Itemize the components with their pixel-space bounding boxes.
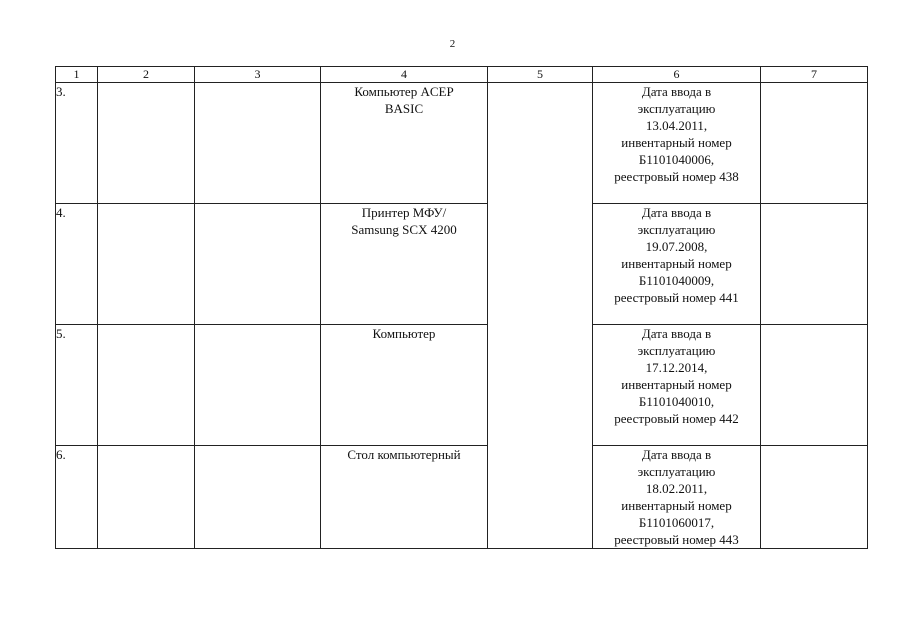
info-line: Дата ввода в	[641, 326, 712, 341]
cell-col7	[761, 446, 868, 549]
cell-col3	[195, 204, 321, 325]
info-line: реестровый номер 443	[614, 532, 739, 547]
item-name-line: Компьютер ACEP	[354, 84, 454, 99]
info-line: Б1101040010,	[638, 394, 715, 409]
row-number: 6.	[56, 446, 98, 549]
page-number: 2	[449, 38, 456, 50]
property-table	[55, 66, 868, 549]
column-header: 7	[761, 67, 868, 83]
info-line: Дата ввода в	[641, 84, 712, 99]
info-line: Б1101040009,	[638, 273, 715, 288]
cell-col7	[761, 325, 868, 446]
info-line: инвентарный номер	[621, 256, 732, 271]
info-line: 17.12.2014,	[645, 360, 708, 375]
info-line: эксплуатацию	[637, 464, 716, 479]
info-line: эксплуатацию	[637, 222, 716, 237]
row-number: 4.	[56, 204, 98, 325]
table-row	[56, 446, 868, 549]
info-line: реестровый номер 438	[614, 169, 739, 184]
table-row	[56, 83, 868, 204]
info-line: эксплуатацию	[637, 101, 716, 116]
item-name	[321, 83, 488, 204]
item-name-line: BASIC	[384, 101, 424, 116]
item-name	[321, 325, 488, 446]
cell-col3	[195, 325, 321, 446]
cell-col7	[761, 83, 868, 204]
info-line: 18.02.2011,	[645, 481, 708, 496]
info-line: реестровый номер 442	[614, 411, 739, 426]
column-header: 1	[56, 67, 98, 83]
item-name-line: Samsung SCX 4200	[351, 222, 457, 237]
row-number: 3.	[56, 83, 98, 204]
info-line: инвентарный номер	[621, 135, 732, 150]
column-header: 4	[321, 67, 488, 83]
item-info	[593, 446, 761, 549]
item-name-line: Стол компьютерный	[347, 447, 461, 462]
column-header: 2	[98, 67, 195, 83]
item-name-line: Принтер МФУ/	[361, 205, 447, 220]
item-name-line: Компьютер	[372, 326, 436, 341]
info-line: реестровый номер 441	[614, 290, 739, 305]
info-line: Б1101060017,	[638, 515, 715, 530]
info-line: Б1101040006,	[638, 152, 715, 167]
cell-col2	[98, 446, 195, 549]
table-row	[56, 325, 868, 446]
info-line: 19.07.2008,	[645, 239, 708, 254]
item-name	[321, 446, 488, 549]
info-line: Дата ввода в	[641, 447, 712, 462]
header-row	[56, 67, 868, 83]
info-line: эксплуатацию	[637, 343, 716, 358]
column-header: 5	[488, 67, 593, 83]
item-info	[593, 83, 761, 204]
row-number: 5.	[56, 325, 98, 446]
cell-col3	[195, 446, 321, 549]
info-line: инвентарный номер	[621, 377, 732, 392]
item-name	[321, 204, 488, 325]
info-line: инвентарный номер	[621, 498, 732, 513]
item-info	[593, 204, 761, 325]
table-row	[56, 204, 868, 325]
cell-col7	[761, 204, 868, 325]
info-line: 13.04.2011,	[645, 118, 708, 133]
item-info	[593, 325, 761, 446]
column-header: 3	[195, 67, 321, 83]
info-line: Дата ввода в	[641, 205, 712, 220]
cell-col3	[195, 83, 321, 204]
column-header: 6	[593, 67, 761, 83]
cell-col2	[98, 325, 195, 446]
cell-col5-merged	[488, 83, 593, 549]
cell-col2	[98, 204, 195, 325]
cell-col2	[98, 83, 195, 204]
